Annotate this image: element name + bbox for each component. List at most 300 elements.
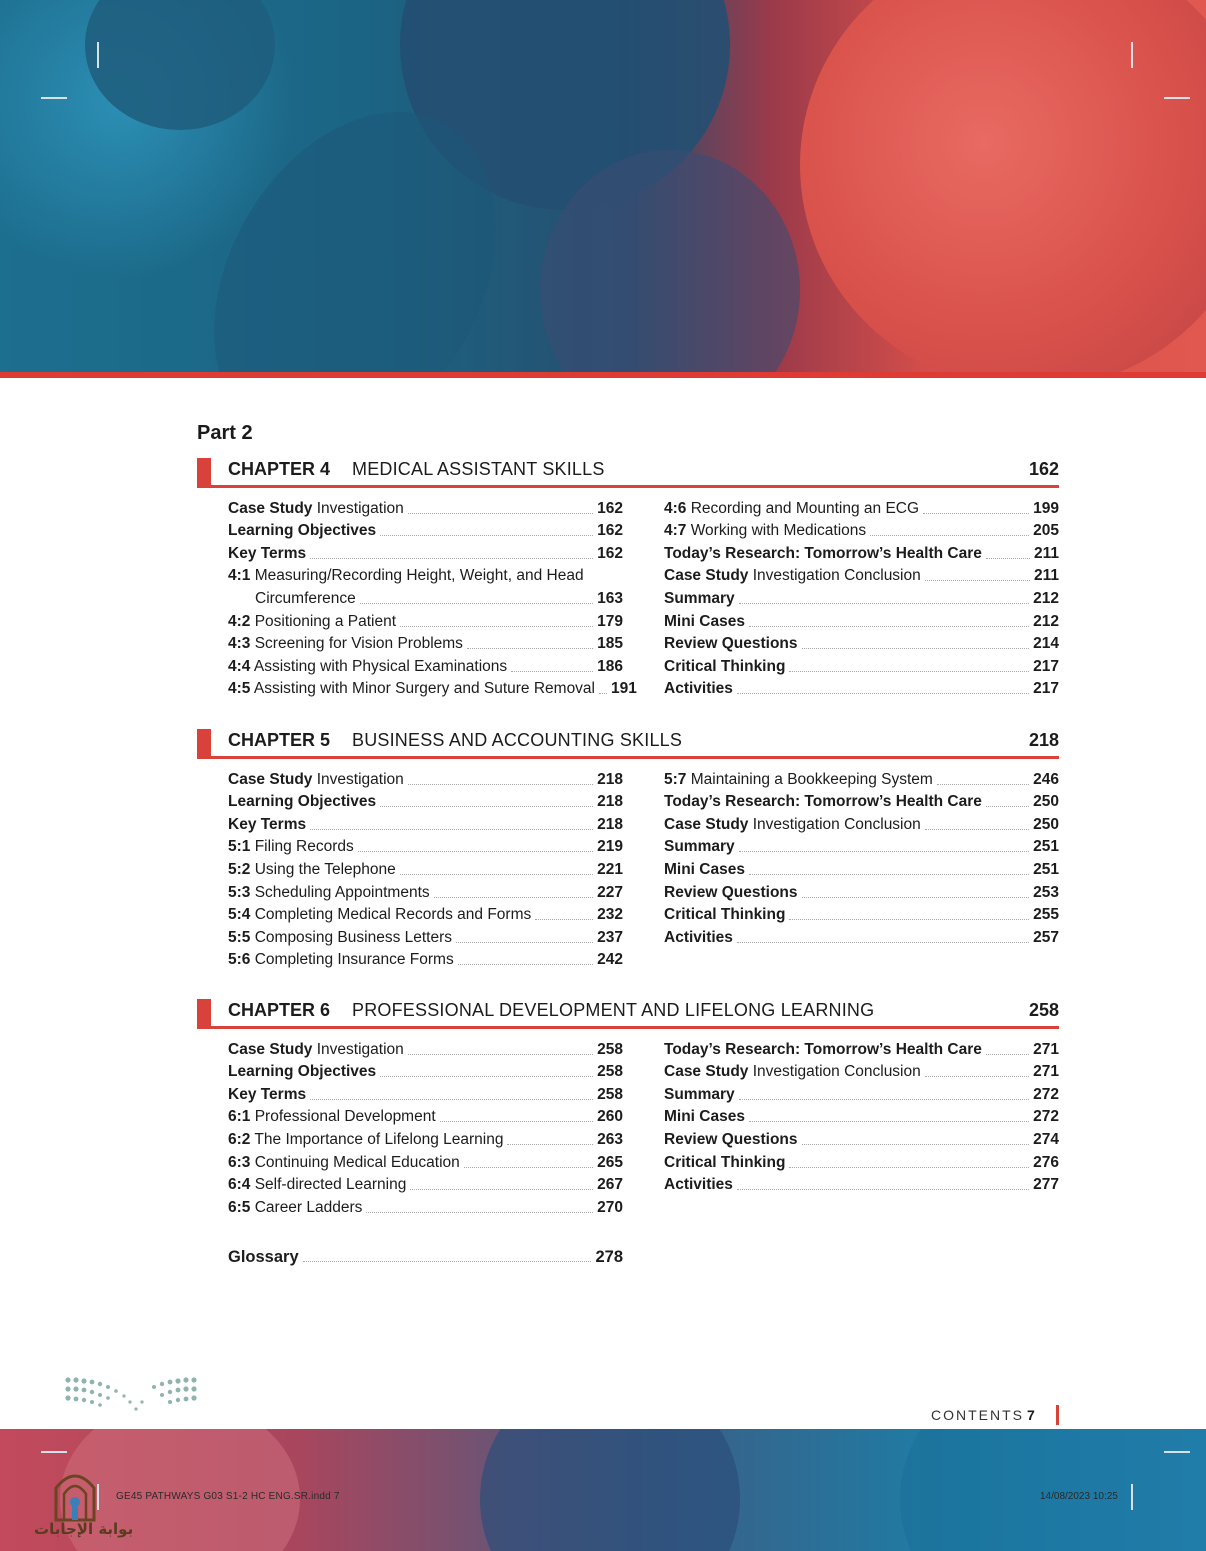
entry-bold: Activities — [664, 680, 733, 698]
toc-entry[interactable] — [228, 1195, 623, 1218]
entry-label — [664, 1062, 921, 1082]
entry-bold: 4:3 — [228, 635, 251, 653]
toc-entry[interactable] — [228, 948, 623, 971]
toc-entry[interactable] — [228, 880, 623, 903]
dot-leader — [310, 829, 593, 830]
dot-leader — [310, 558, 593, 559]
toc-entry[interactable] — [664, 541, 1059, 564]
entry-bold: Mini Cases — [664, 612, 745, 630]
chapter-page: 258 — [1028, 1000, 1059, 1020]
dot-leader — [467, 648, 593, 649]
entry-page: 185 — [597, 635, 623, 653]
entry-page: 272 — [1033, 1085, 1059, 1103]
entry-label — [228, 792, 376, 812]
dot-leader — [925, 580, 1030, 581]
entry-label — [228, 1085, 306, 1105]
toc-entry[interactable] — [228, 835, 623, 858]
entry-text: Investigation Conclusion — [748, 815, 921, 833]
entry-bold: Critical Thinking — [664, 1153, 786, 1171]
entry-page: 237 — [597, 928, 623, 946]
crop-mark — [41, 97, 67, 99]
dot-leader — [737, 693, 1029, 694]
chapter-heading[interactable] — [197, 998, 1059, 1029]
chapter-6-section — [197, 998, 1059, 1216]
entry-bold: Key Terms — [228, 544, 307, 562]
dot-leader — [749, 874, 1029, 875]
toc-entry[interactable] — [664, 925, 1059, 948]
entry-bold: Case Study — [664, 1063, 749, 1081]
entry-bold: 5:1 — [228, 838, 251, 856]
entry-label — [228, 860, 396, 880]
entry-bold: Key Terms — [228, 1085, 307, 1103]
watermark-logo-icon — [50, 1466, 100, 1522]
chapter-title: BUSINESS AND ACCOUNTING SKILLS — [352, 730, 683, 750]
toc-entry[interactable] — [228, 677, 637, 700]
toc-entry[interactable] — [664, 835, 1059, 858]
entry-bold: Case Study — [664, 815, 749, 833]
entry-label — [664, 1130, 798, 1150]
entry-label — [228, 815, 306, 835]
entry-bold: Learning Objectives — [228, 1063, 377, 1081]
toc-entry[interactable] — [664, 790, 1059, 813]
toc-entry[interactable] — [228, 767, 623, 790]
dot-leader — [380, 535, 593, 536]
entry-bold: Summary — [664, 1085, 735, 1103]
toc-entry[interactable] — [228, 1037, 623, 1060]
entry-label — [664, 1107, 745, 1127]
entry-page: 258 — [597, 1063, 623, 1081]
entry-bold: 6:5 — [228, 1198, 251, 1216]
entry-text: Investigation Conclusion — [748, 1063, 921, 1081]
entry-page: 251 — [1033, 860, 1059, 878]
entry-label — [664, 815, 921, 835]
entry-page: 179 — [597, 612, 623, 630]
toc-entry[interactable] — [228, 925, 623, 948]
entry-page: 265 — [597, 1153, 623, 1171]
entry-text: Screening for Vision Problems — [250, 635, 463, 653]
entry-bold: Case Study — [228, 1040, 313, 1058]
dot-leader — [456, 942, 593, 943]
entry-bold: Review Questions — [664, 1130, 798, 1148]
toc-entry[interactable] — [664, 1060, 1059, 1083]
toc-entry[interactable] — [664, 812, 1059, 835]
entry-label — [228, 521, 376, 541]
entry-text: Investigation — [312, 499, 404, 517]
toc-entry[interactable] — [664, 1082, 1059, 1105]
entry-label — [228, 679, 595, 699]
chapter-number: CHAPTER 4 — [228, 459, 331, 479]
entry-bold: Case Study — [228, 499, 313, 517]
entry-page: 191 — [611, 680, 637, 698]
toc-entry[interactable] — [664, 609, 1059, 632]
toc-column-left — [228, 496, 637, 699]
dot-leader — [380, 806, 593, 807]
toc-entry[interactable] — [664, 654, 1059, 677]
entry-bold: Activities — [664, 1176, 733, 1194]
toc-column-left — [228, 767, 623, 970]
entry-text: Recording and Mounting an ECG — [686, 499, 920, 517]
dot-leader — [507, 1144, 593, 1145]
entry-text: Filing Records — [250, 838, 354, 856]
entry-text: The Importance of Lifelong Learning — [250, 1130, 504, 1148]
entry-page: 217 — [1033, 657, 1059, 675]
toc-entry[interactable] — [664, 857, 1059, 880]
toc-entry[interactable] — [664, 519, 1059, 542]
entry-page: 271 — [1033, 1040, 1059, 1058]
entry-label — [664, 1175, 733, 1195]
print-slug-date: 14/08/2023 10:25 — [1040, 1491, 1118, 1502]
dot-leader — [789, 671, 1029, 672]
toc-entry[interactable] — [228, 609, 623, 632]
dot-leader — [360, 603, 593, 604]
entry-bold: Case Study — [228, 770, 313, 788]
toc-entry[interactable] — [228, 1150, 623, 1173]
entry-bold: 5:5 — [228, 928, 251, 946]
entry-bold: 5:3 — [228, 883, 251, 901]
toc-entry[interactable] — [664, 1150, 1059, 1173]
entry-bold: 4:5 — [228, 680, 251, 698]
entry-page: 163 — [597, 589, 623, 607]
entry-page: 270 — [597, 1198, 623, 1216]
entry-page: 272 — [1033, 1108, 1059, 1126]
dot-leader — [380, 1076, 593, 1077]
dot-leader — [410, 1189, 593, 1190]
dot-leader — [749, 626, 1029, 627]
entry-label — [664, 792, 982, 812]
dot-leader — [789, 1167, 1029, 1168]
entry-bold: 4:7 — [664, 522, 687, 540]
toc-entry[interactable] — [664, 632, 1059, 655]
dot-leader — [440, 1121, 593, 1122]
toc-entry[interactable] — [228, 632, 623, 655]
dot-leader — [739, 851, 1029, 852]
dot-leader — [464, 1167, 593, 1168]
entry-bold: Summary — [664, 589, 735, 607]
toc-entry[interactable] — [228, 1060, 623, 1083]
entry-label — [228, 634, 463, 654]
toc-entry[interactable] — [664, 1127, 1059, 1150]
toc-entry-continued[interactable] — [228, 586, 623, 609]
entry-text: Investigation Conclusion — [748, 567, 921, 585]
chapter-heading[interactable] — [197, 457, 1059, 488]
entry-text: Measuring/Recording Height, Weight, and Head — [250, 567, 584, 585]
toc-entry[interactable] — [664, 1037, 1059, 1060]
entry-label — [664, 1085, 735, 1105]
footer-banner-image — [0, 1429, 1206, 1551]
dot-leader — [937, 784, 1029, 785]
entry-page: 276 — [1033, 1153, 1059, 1171]
chapter-number: CHAPTER 6 — [228, 1000, 331, 1020]
entry-page: 260 — [597, 1108, 623, 1126]
entry-bold: Summary — [664, 838, 735, 856]
banner-rule — [0, 372, 1206, 378]
entry-text: Assisting with Minor Surgery and Suture Removal — [250, 680, 596, 698]
watermark-text: بوابة الإجابات — [34, 1520, 134, 1538]
footer-section-label: CONTENTS — [931, 1407, 1024, 1423]
chapter-5-section — [197, 728, 1059, 969]
entry-page: 232 — [597, 906, 623, 924]
toc-entry[interactable] — [664, 677, 1059, 700]
dot-leader — [599, 693, 607, 694]
toc-entry[interactable] — [228, 1173, 623, 1196]
entry-page: 253 — [1033, 883, 1059, 901]
crop-mark — [97, 42, 99, 68]
entry-text: Positioning a Patient — [250, 612, 397, 630]
entry-continued-text: Circumference — [255, 589, 356, 607]
entry-label — [664, 679, 733, 699]
toc-entry[interactable] — [228, 1127, 623, 1150]
entry-bold: Learning Objectives — [228, 793, 377, 811]
entry-label — [228, 657, 507, 677]
entry-bold: 5:6 — [228, 951, 251, 969]
dot-leader — [923, 513, 1029, 514]
crop-mark — [1164, 97, 1190, 99]
dot-leader — [458, 964, 593, 965]
toc-entry[interactable] — [664, 903, 1059, 926]
entry-bold: 6:2 — [228, 1130, 251, 1148]
entry-page: 263 — [597, 1130, 623, 1148]
entry-label — [664, 928, 733, 948]
entry-page: 277 — [1033, 1176, 1059, 1194]
entry-label — [228, 566, 584, 586]
entry-text: Composing Business Letters — [250, 928, 453, 946]
entry-page: 217 — [1033, 680, 1059, 698]
dot-leader — [739, 1099, 1029, 1100]
entry-label — [228, 1040, 404, 1060]
chapter-title: PROFESSIONAL DEVELOPMENT AND LIFELONG LEARNING — [352, 1000, 875, 1020]
entry-label — [228, 499, 404, 519]
entry-label — [664, 634, 798, 654]
toc-entry[interactable] — [664, 1173, 1059, 1196]
entry-bold: Mini Cases — [664, 860, 745, 878]
dot-leader — [408, 513, 593, 514]
print-slug: GE45 PATHWAYS G03 S1-2 HC ENG.SR.indd 7 — [116, 1491, 340, 1502]
crop-mark — [41, 1451, 67, 1453]
entry-text: Career Ladders — [250, 1198, 363, 1216]
entry-page: 205 — [1033, 522, 1059, 540]
entry-label — [228, 1062, 376, 1082]
chapter-page: 162 — [1028, 459, 1059, 479]
entry-label — [664, 657, 785, 677]
toc-entry[interactable] — [228, 541, 623, 564]
entry-text: Maintaining a Bookkeeping System — [686, 770, 933, 788]
entry-label — [228, 905, 531, 925]
entry-text: Working with Medications — [686, 522, 867, 540]
entry-page: 218 — [597, 793, 623, 811]
toc-entry[interactable] — [664, 564, 1059, 587]
entry-bold: 6:1 — [228, 1108, 251, 1126]
entry-label — [664, 566, 921, 586]
entry-page: 162 — [597, 544, 623, 562]
entry-text: Professional Development — [250, 1108, 436, 1126]
toc-entry[interactable] — [664, 880, 1059, 903]
dot-leader — [749, 1121, 1029, 1122]
chapter-number: CHAPTER 5 — [228, 730, 331, 750]
dot-leader — [408, 784, 593, 785]
toc-entry[interactable] — [664, 1105, 1059, 1128]
entry-bold: Learning Objectives — [228, 522, 377, 540]
toc-entry[interactable] — [664, 496, 1059, 519]
entry-bold: Today’s Research: Tomorrow’s Health Care — [664, 1040, 982, 1058]
entry-page: 258 — [597, 1085, 623, 1103]
entry-page: 162 — [597, 522, 623, 540]
entry-text: Investigation — [312, 1040, 404, 1058]
entry-page: 218 — [597, 770, 623, 788]
entry-label — [664, 860, 745, 880]
footer-accent-bar — [1056, 1405, 1059, 1425]
entry-bold: Activities — [664, 928, 733, 946]
entry-page: 162 — [597, 499, 623, 517]
entry-bold: 4:4 — [228, 657, 251, 675]
entry-label — [664, 1040, 982, 1060]
entry-page: 257 — [1033, 928, 1059, 946]
dot-leader — [535, 919, 593, 920]
dot-leader — [737, 1189, 1029, 1190]
entry-label — [228, 1107, 436, 1127]
toc-entry[interactable] — [228, 1082, 623, 1105]
dot-leader — [925, 829, 1029, 830]
entry-page: 212 — [1033, 589, 1059, 607]
dot-leader — [986, 1054, 1029, 1055]
dot-leader — [737, 942, 1029, 943]
toc-entry[interactable] — [228, 857, 623, 880]
entry-label — [228, 1153, 460, 1173]
entry-bold: Today’s Research: Tomorrow’s Health Care — [664, 544, 982, 562]
dot-leader — [802, 897, 1030, 898]
chapter-marker — [197, 999, 211, 1026]
toc-column-left — [228, 1037, 623, 1218]
entry-page: 271 — [1033, 1063, 1059, 1081]
entry-page: 227 — [597, 883, 623, 901]
entry-label — [664, 1153, 785, 1173]
entry-bold: 6:4 — [228, 1176, 251, 1194]
entry-page: 212 — [1033, 612, 1059, 630]
toc-column-right — [664, 496, 1059, 699]
entry-text: Using the Telephone — [250, 860, 396, 878]
entry-page: 255 — [1033, 906, 1059, 924]
chapter-marker — [197, 458, 211, 485]
entry-bold: 5:7 — [664, 770, 687, 788]
dot-leader — [303, 1261, 592, 1262]
dot-leader — [870, 535, 1029, 536]
entry-bold: Critical Thinking — [664, 657, 786, 675]
entry-bold: Key Terms — [228, 815, 307, 833]
dot-leader — [802, 1144, 1030, 1145]
entry-label — [664, 770, 933, 790]
toc-entry[interactable] — [228, 564, 623, 587]
entry-bold: 5:2 — [228, 860, 251, 878]
entry-text: Self-directed Learning — [250, 1176, 407, 1194]
entry-label — [664, 521, 866, 541]
dot-leader — [434, 897, 593, 898]
dot-leader — [739, 603, 1029, 604]
entry-text: Continuing Medical Education — [250, 1153, 460, 1171]
toc-column-right — [664, 1037, 1059, 1195]
entry-page: 211 — [1033, 567, 1059, 585]
entry-label — [228, 770, 404, 790]
entry-label — [664, 499, 919, 519]
toc-entry[interactable] — [228, 790, 623, 813]
entry-bold: 6:3 — [228, 1153, 251, 1171]
toc-entry[interactable] — [228, 812, 623, 835]
toc-entry[interactable] — [228, 519, 623, 542]
chapter-title: MEDICAL ASSISTANT SKILLS — [352, 459, 605, 479]
entry-label — [228, 1130, 503, 1150]
entry-bold: Mini Cases — [664, 1108, 745, 1126]
entry-label — [228, 1198, 362, 1218]
glossary-entry[interactable] — [228, 1244, 623, 1267]
toc-column-right — [664, 767, 1059, 948]
dot-leader — [408, 1054, 593, 1055]
entry-page: 199 — [1033, 499, 1059, 517]
entry-page: 250 — [1033, 815, 1059, 833]
crop-mark — [1131, 42, 1133, 68]
entry-bold: 4:1 — [228, 567, 251, 585]
dot-leader — [358, 851, 593, 852]
entry-text: Completing Insurance Forms — [250, 951, 454, 969]
dot-leader — [802, 648, 1030, 649]
entry-label — [664, 544, 982, 564]
entry-bold: Review Questions — [664, 635, 798, 653]
entry-text: Investigation — [312, 770, 404, 788]
entry-page: 211 — [1033, 544, 1059, 562]
entry-page: 218 — [597, 815, 623, 833]
toc-entry[interactable] — [228, 654, 623, 677]
entry-page: 242 — [597, 951, 623, 969]
dot-leader — [366, 1212, 593, 1213]
entry-bold: Today’s Research: Tomorrow’s Health Care — [664, 793, 982, 811]
entry-label — [228, 544, 306, 564]
entry-label — [664, 905, 785, 925]
entry-text: Scheduling Appointments — [250, 883, 430, 901]
header-banner-image — [0, 0, 1206, 372]
dot-leader — [789, 919, 1029, 920]
entry-page: 214 — [1033, 635, 1059, 653]
entry-label — [228, 837, 354, 857]
dot-leader — [400, 626, 593, 627]
crop-mark — [1164, 1451, 1190, 1453]
entry-label — [664, 589, 735, 609]
crop-mark — [1131, 1484, 1133, 1510]
toc-entry[interactable] — [228, 903, 623, 926]
toc-entry[interactable] — [228, 1105, 623, 1128]
entry-page: 258 — [597, 1040, 623, 1058]
entry-page: 186 — [597, 657, 623, 675]
part-heading: Part 2 — [197, 422, 253, 444]
dot-leader — [925, 1076, 1029, 1077]
entry-page: 251 — [1033, 838, 1059, 856]
entry-label — [228, 612, 396, 632]
footer-page-number: 7 — [1027, 1407, 1035, 1423]
dot-leader — [310, 1099, 593, 1100]
toc-entry[interactable] — [228, 496, 623, 519]
entry-page: 250 — [1033, 793, 1059, 811]
chapter-4-section — [197, 457, 1059, 698]
entry-label — [228, 928, 452, 948]
chapter-heading[interactable] — [197, 728, 1059, 759]
dot-leader — [511, 671, 593, 672]
toc-entry[interactable] — [664, 586, 1059, 609]
entry-bold: Review Questions — [664, 883, 798, 901]
entry-label — [228, 950, 454, 970]
entry-bold: 4:6 — [664, 499, 687, 517]
entry-bold: 5:4 — [228, 906, 251, 924]
entry-label — [664, 883, 798, 903]
entry-label — [228, 1247, 299, 1267]
entry-bold: Case Study — [664, 567, 749, 585]
toc-entry[interactable] — [664, 767, 1059, 790]
entry-text: Assisting with Physical Examinations — [250, 657, 508, 675]
